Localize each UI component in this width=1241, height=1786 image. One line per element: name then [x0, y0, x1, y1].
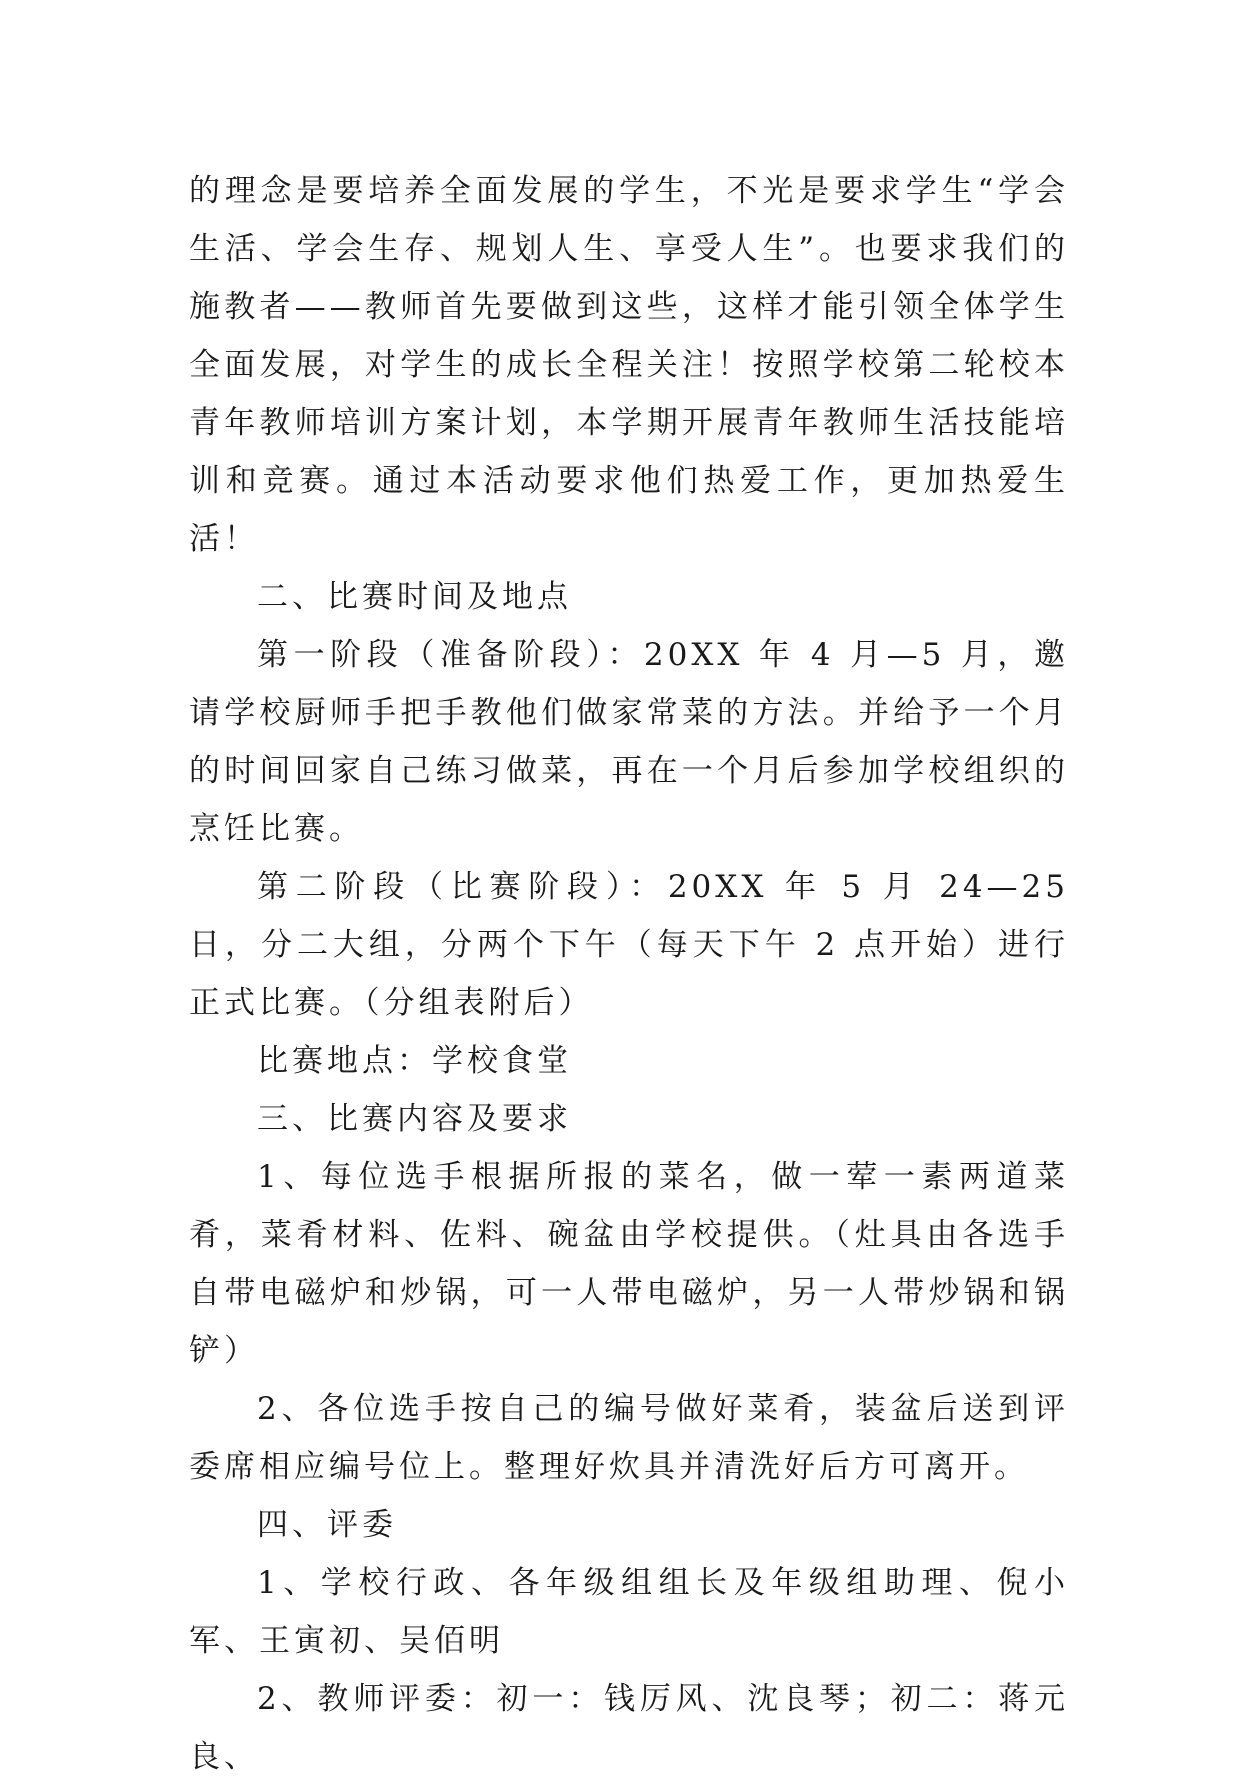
- paragraph-stage-one: 第一阶段（准备阶段）：20XX 年 4 月—5 月，邀请学校厨师手把手教他们做家常菜的方法。并给予一个月的时间回家自己练习做菜，再在一个月后参加学校组织的烹饪比赛。: [189, 637, 1069, 847]
- paragraph-intro-continued: 的理念是要培养全面发展的学生，不光是要求学生“学会生活、学会生存、规划人生、享受人生”。也要求我们的施教者——教师首先要做到这些，这样才能引领全体学生全面发展，对学生的成长全程关注！按照学校第二轮校本青年教师培训方案计划，本学期开展青年教师生活技能培训和竞赛。通过本活动要求他们热爱工作，更加热爱生活！: [189, 173, 1069, 557]
- paragraph-venue: 比赛地点：学校食堂: [257, 1043, 572, 1079]
- section-heading-content-requirements: 三、比赛内容及要求: [257, 1101, 572, 1137]
- document-body: [189, 162, 1069, 1786]
- section-heading-judges: 四、评委: [257, 1507, 397, 1543]
- paragraph-judges-2: 2、教师评委：初一：钱厉风、沈良琴；初二：蒋元良、: [189, 1681, 1069, 1775]
- paragraph-judges-1: 1、学校行政、各年级组组长及年级组助理、倪小军、王寅初、吴佰明: [189, 1565, 1069, 1659]
- paragraph-stage-two: 第二阶段（比赛阶段）：20XX 年 5 月 24—25 日，分二大组，分两个下午（每天下午 2 点开始）进行正式比赛。（分组表附后）: [189, 869, 1069, 1021]
- section-heading-time-place: 二、比赛时间及地点: [257, 579, 572, 615]
- paragraph-requirement-1: 1、每位选手根据所报的菜名，做一荤一素两道菜肴，菜肴材料、佐料、碗盆由学校提供。（灶具由各选手自带电磁炉和炒锅，可一人带电磁炉，另一人带炒锅和锅铲）: [189, 1159, 1069, 1369]
- paragraph-requirement-2: 2、各位选手按自己的编号做好菜肴，装盆后送到评委席相应编号位上。整理好炊具并清洗好后方可离开。: [189, 1391, 1069, 1485]
